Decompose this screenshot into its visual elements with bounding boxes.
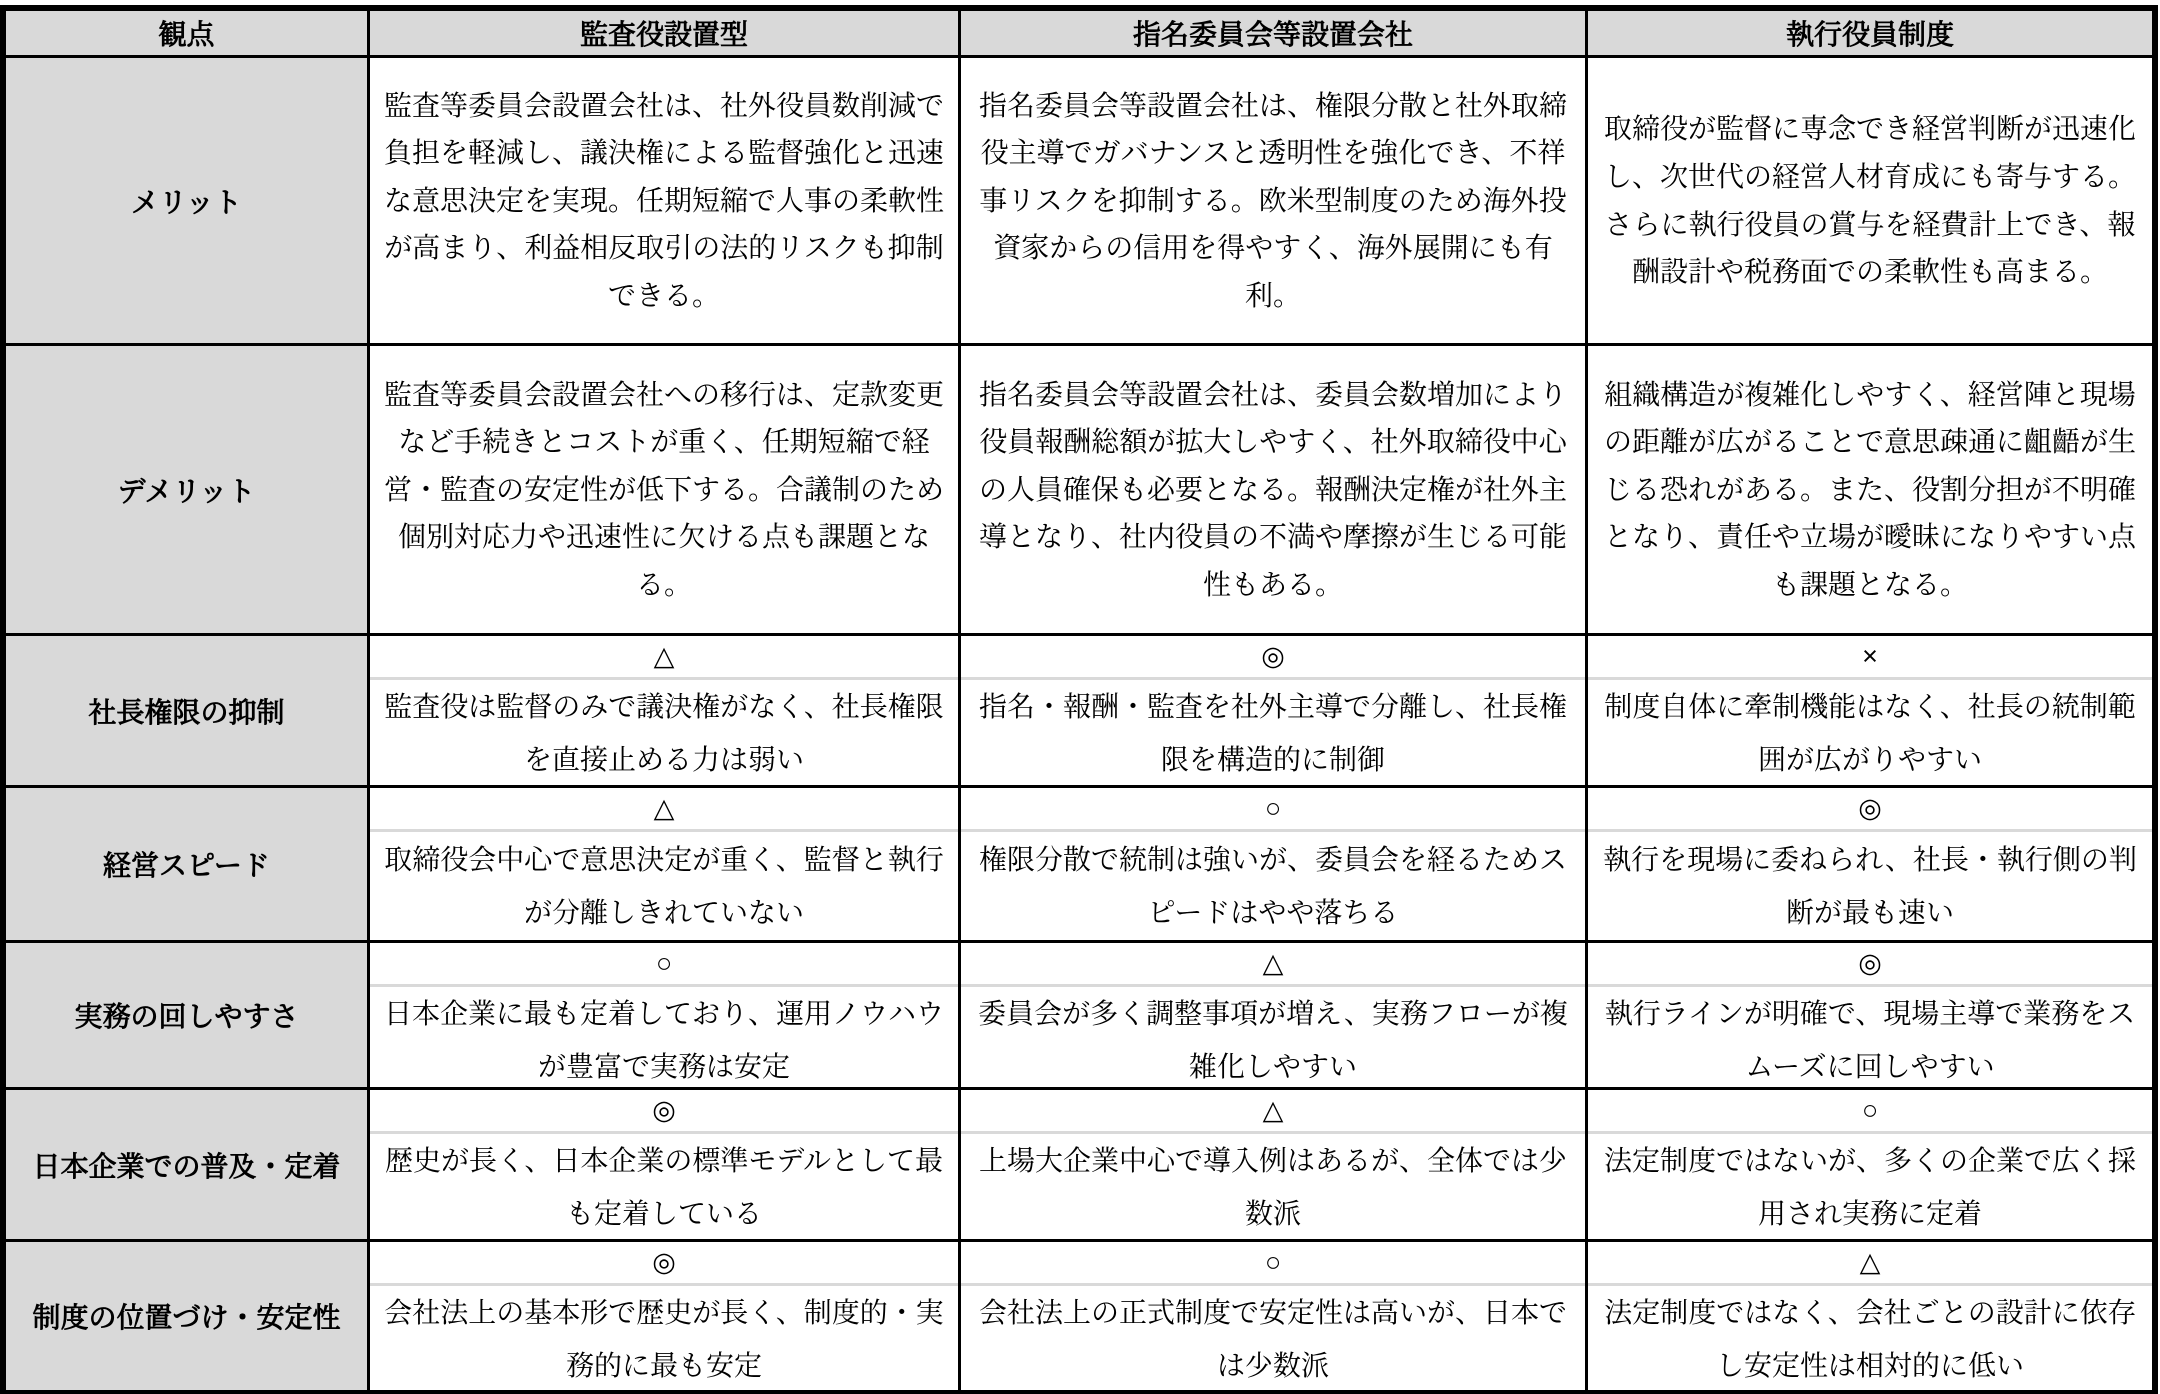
text-cell: 組織構造が複雑化しやすく、経営陣と現場の距離が広がることで意思疎通に齟齬が生じる恐れがある。また、役割分担が不明確となり、責任や立場が曖昧になりやすい点も課題となる。: [1588, 346, 2152, 636]
rating-description: 委員会が多く調整事項が増え、実務フローが複雑化しやすい: [978, 998, 1568, 1083]
rating-cell: [370, 1242, 961, 1390]
rating-symbol: ◎: [370, 1242, 958, 1286]
rating-cell: [370, 788, 961, 943]
rating-symbol: ○: [961, 1242, 1585, 1286]
row-label-practical-ease: 実務の回しやすさ: [6, 943, 370, 1090]
rating-cell: [370, 636, 961, 788]
rating-cell: [1588, 1090, 2152, 1242]
header-cell-shikko-yakuin: 執行役員制度: [1588, 11, 2152, 58]
rating-symbol: ◎: [1588, 943, 2152, 987]
rating-description: 制度自体に牽制機能はなく、社長の統制範囲が広がりやすい: [1604, 691, 2136, 776]
rating-symbol: △: [1588, 1242, 2152, 1286]
rating-cell: [1588, 943, 2152, 1090]
rating-symbol: △: [961, 943, 1585, 987]
header-cell-kansayaku: 監査役設置型: [370, 11, 961, 58]
rating-description: 執行ラインが明確で、現場主導で業務をスムーズに回しやすい: [1604, 998, 2136, 1083]
row-label-japan-adoption: 日本企業での普及・定着: [6, 1090, 370, 1242]
rating-symbol: ◎: [1588, 788, 2152, 832]
rating-description: 法定制度ではなく、会社ごとの設計に依存し安定性は相対的に低い: [1604, 1297, 2136, 1382]
rating-description: 監査役は監督のみで議決権がなく、社長権限を直接止める力は弱い: [384, 691, 944, 776]
rating-symbol: ◎: [370, 1090, 958, 1134]
rating-symbol: ○: [1588, 1090, 2152, 1134]
rating-symbol: ○: [370, 943, 958, 987]
rating-description: 権限分散で統制は強いが、委員会を経るためスピードはやや落ちる: [978, 843, 1567, 928]
rating-description: 法定制度ではないが、多くの企業で広く採用され実務に定着: [1603, 1145, 2136, 1230]
text-cell: 監査等委員会設置会社への移行は、定款変更など手続きとコストが重く、任期短縮で経営・監査の安定性が低下する。合議制のため個別対応力や迅速性に欠ける点も課題となる。: [370, 346, 961, 636]
row-label-management-speed: 経営スピード: [6, 788, 370, 943]
rating-cell: [370, 1090, 961, 1242]
rating-cell: [961, 1242, 1588, 1390]
rating-description: 指名・報酬・監査を社外主導で分離し、社長権限を構造的に制御: [978, 691, 1567, 776]
rating-symbol: ×: [1588, 636, 2152, 680]
rating-cell: [370, 943, 961, 1090]
text-cell: 取締役が監督に専念でき経営判断が迅速化し、次世代の経営人材育成にも寄与する。さらに執行役員の賞与を経費計上でき、報酬設計や税務面での柔軟性も高まる。: [1588, 58, 2152, 346]
rating-description: 会社法上の基本形で歴史が長く、制度的・実務的に最も安定: [384, 1297, 944, 1382]
rating-description: 上場大企業中心で導入例はあるが、全体では少数派: [978, 1145, 1567, 1230]
header-cell-viewpoint: 観点: [6, 11, 370, 58]
rating-description: 取締役会中心で意思決定が重く、監督と執行が分離しきれていない: [384, 843, 944, 928]
row-label-merit: メリット: [6, 58, 370, 346]
text-cell: 指名委員会等設置会社は、権限分散と社外取締役主導でガバナンスと透明性を強化でき、不祥事リスクを抑制する。欧米型制度のため海外投資家からの信用を得やすく、海外展開にも有利。: [961, 58, 1588, 346]
rating-cell: [961, 1090, 1588, 1242]
rating-symbol: △: [370, 636, 958, 680]
rating-cell: [961, 943, 1588, 1090]
rating-cell: [961, 636, 1588, 788]
rating-cell: [1588, 636, 2152, 788]
rating-cell: [961, 788, 1588, 943]
row-label-demerit: デメリット: [6, 346, 370, 636]
rating-symbol: △: [370, 788, 958, 832]
rating-description: 会社法上の正式制度で安定性は高いが、日本では少数派: [978, 1297, 1567, 1382]
header-cell-shimei-iinkai: 指名委員会等設置会社: [961, 11, 1588, 58]
governance-comparison-table: [0, 5, 2158, 1394]
text-cell: 指名委員会等設置会社は、委員会数増加により役員報酬総額が拡大しやすく、社外取締役中心の人員確保も必要となる。報酬決定権が社外主導となり、社内役員の不満や摩擦が生じる可能性もある。: [961, 346, 1588, 636]
rating-cell: [1588, 788, 2152, 943]
rating-description: 歴史が長く、日本企業の標準モデルとして最も定着している: [384, 1145, 944, 1230]
rating-description: 執行を現場に委ねられ、社長・執行側の判断が最も速い: [1603, 843, 2137, 928]
rating-symbol: ◎: [961, 636, 1585, 680]
text-cell: 監査等委員会設置会社は、社外役員数削減で負担を軽減し、議決権による監督強化と迅速な意思決定を実現。任期短縮で人事の柔軟性が高まり、利益相反取引の法的リスクも抑制できる。: [370, 58, 961, 346]
rating-cell: [1588, 1242, 2152, 1390]
row-label-president-restraint: 社長権限の抑制: [6, 636, 370, 788]
rating-symbol: ○: [961, 788, 1585, 832]
row-label-system-stability: 制度の位置づけ・安定性: [6, 1242, 370, 1390]
rating-description: 日本企業に最も定着しており、運用ノウハウが豊富で実務は安定: [383, 998, 944, 1083]
rating-symbol: △: [961, 1090, 1585, 1134]
